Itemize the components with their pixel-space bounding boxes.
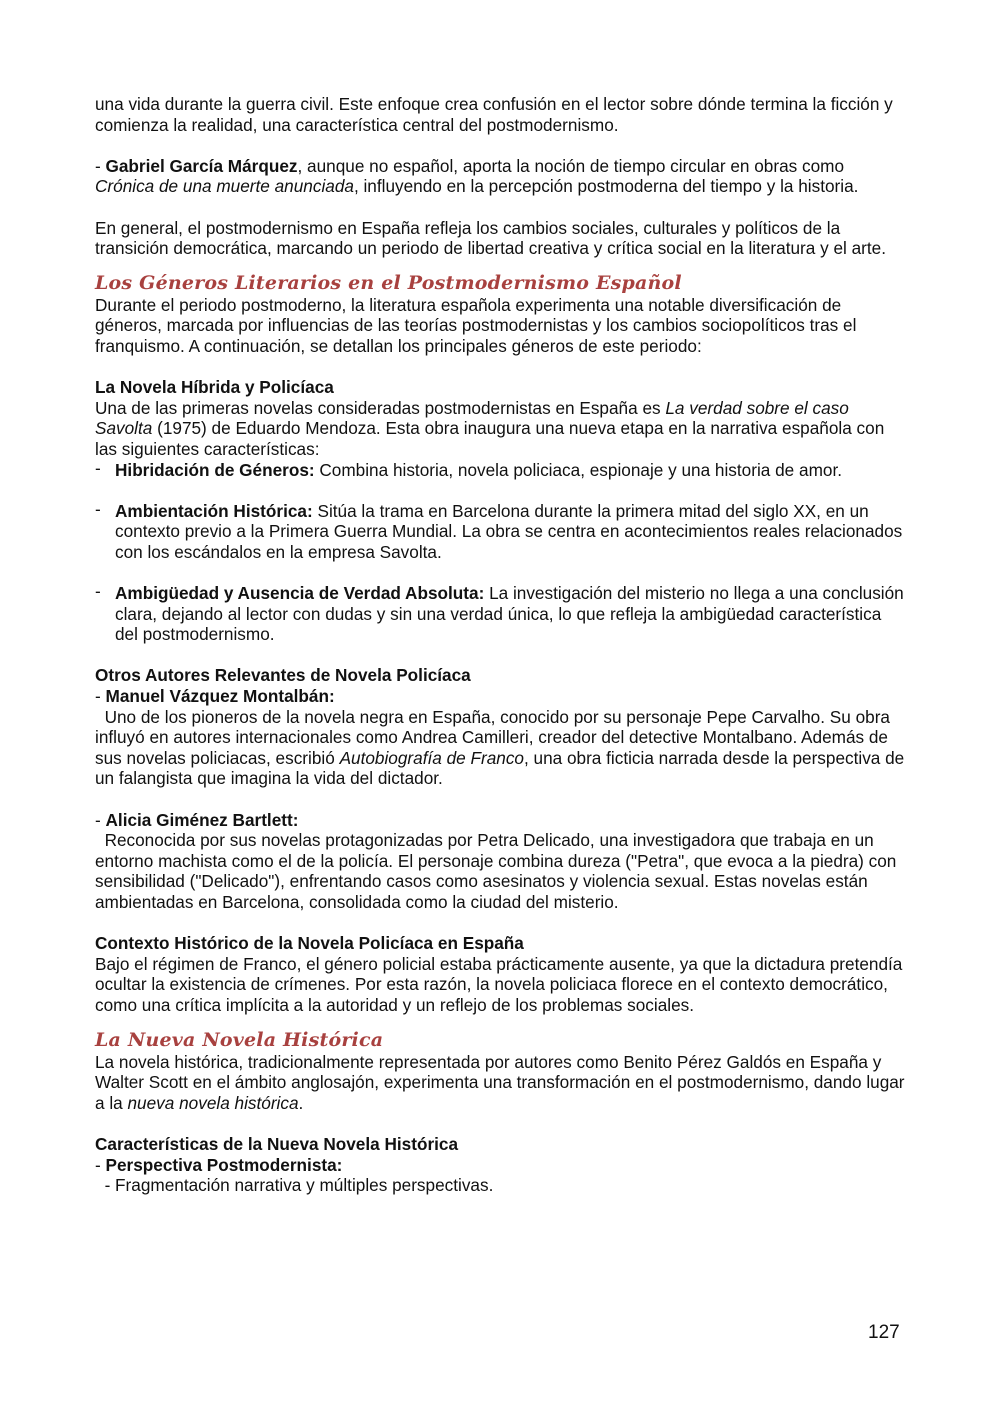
list-item-hibridacion [95,457,907,481]
author-name: Gabriel García Márquez [105,155,298,176]
contexto-paragraph: Bajo el régimen de Franco, el género policial estaba prácticamente ausente, ya que la dictadura pretendía ocultar la existencia de crímenes. Por esta razón, la novela policiaca florece en el contexto democrático, como una crítica implícita a la autoridad y un reflejo de los problemas sociales. [95,953,903,1015]
author-name: Manuel Vázquez Montalbán: [105,686,335,707]
list-item-text: Combina historia, novela policiaca, espionaje y una historia de amor. [314,459,842,480]
paragraph-text: Una de las primeras novelas consideradas postmodernistas en España es [95,397,666,418]
list-item-label: Ambientación Histórica: [115,500,313,521]
list-item-label: Ambigüedad y Ausencia de Verdad Absoluta: [115,583,485,604]
dash-prefix: - [95,155,106,176]
page-number: 127 [868,1322,900,1343]
paragraph-text: La novela histórica, tradicionalmente representada por autores como Benito Pérez Galdós en España y Walter Scott en el ámbito anglosajón, experimenta una transformación en el postmodernismo, dando lugar a la [95,1051,905,1113]
list-item-ambiguedad [95,583,907,645]
list-item-ambientacion [95,498,907,563]
subheading-otros-autores: Otros Autores Relevantes de Novela Policíaca [95,665,471,686]
dash-bullet: - [95,498,101,519]
bartlett-paragraph: Reconocida por sus novelas protagonizadas por Petra Delicado, una investigadora que trabaja en un entorno machista como el de la policía. El personaje combina dureza ("Petra", que evoca a la piedra) con sensibilidad ("Delicado"), enfrentando casos como asesinatos y violencia sexual. Estas novelas están ambientadas en Barcelona, consolidada como la ciudad del misterio. [95,830,902,912]
nueva-novela-paragraph [95,1052,907,1114]
section-heading-generos: Los Géneros Literarios en el Postmodernismo Español [95,271,682,294]
list-item-text: Sitúa la trama en Barcelona durante la primera mitad del siglo XX, en un contexto previo a la Primera Guerra Mundial. La obra se centra en acontecimientos reales relacionados con los escándalos en la empresa Savolta. [115,500,903,562]
term-italic: nueva novela histórica [127,1092,299,1113]
paragraph-text: , una obra ficticia narrada desde la perspectiva de un falangista que imagina la vida del dictador. [95,747,910,789]
montalban-paragraph [95,706,910,789]
author-name: Alicia Giménez Bartlett: [105,809,299,830]
intro-paragraph-1: una vida durante la guerra civil. Este enfoque crea confusión en el lector sobre dónde termina la ficción y comienza la realidad, una característica central del postmodernismo. [95,94,893,135]
list-item-label: Hibridación de Géneros: [115,459,315,480]
book-title: La verdad sobre el caso Savolta [95,397,849,439]
paragraph-text: , aunque no español, aporta la noción de tiempo circular en obras como [297,155,845,176]
intro-paragraph-2 [95,156,907,197]
caracteristica-entry [95,1155,907,1176]
dash-prefix: - [95,1154,106,1175]
section-heading-nueva-novela: La Nueva Novela Histórica [95,1028,384,1051]
paragraph-text: , influyendo en la percepción postmoderna del tiempo y la historia. [353,176,859,197]
author-entry-montalban [95,686,907,707]
dash-bullet: - [95,581,101,602]
paragraph-text: Uno de los pioneros de la novela negra en España, conocido por su personaje Pepe Carvalho. Su obra influyó en autores internacionales como Andrea Camilleri, creador del detective Montalbano. Además de sus novelas policiacas, escribió [95,706,895,768]
novela-hibrida-paragraph [95,398,907,460]
subheading-caracteristicas: Características de la Nueva Novela Histórica [95,1133,459,1154]
caracteristica-subitem: - Fragmentación narrativa y múltiples perspectivas. [95,1175,494,1196]
paragraph-text: . [298,1092,304,1113]
author-entry-bartlett [95,810,907,831]
caracteristica-label: Perspectiva Postmodernista: [105,1154,343,1175]
document-page [95,94,910,1196]
paragraph-text: (1975) de Eduardo Mendoza. Esta obra inaugura una nueva etapa en la narrativa española con las siguientes características: [95,418,885,459]
list-item-text: La investigación del misterio no llega a una conclusión clara, dejando al lector con dudas y sin una verdad única, lo que refleja la ambigüedad característica del postmodernismo. [115,583,904,645]
book-title: Crónica de una muerte anunciada [95,176,354,197]
book-title: Autobiografía de Franco [339,747,524,768]
subheading-contexto-historico: Contexto Histórico de la Novela Policíaca en España [95,933,524,954]
intro-paragraph-3: En general, el postmodernismo en España refleja los cambios sociales, culturales y políticos de la transición democrática, marcando un periodo de libertad creativa y crítica social en la literatura y el arte. [95,217,887,259]
dash-bullet: - [95,457,101,478]
dash-prefix: - [95,686,106,707]
subheading-novela-hibrida: La Novela Híbrida y Policíaca [95,377,334,398]
section-intro-paragraph: Durante el periodo postmoderno, la literatura española experimenta una notable diversificación de géneros, marcada por influencias de las teorías postmodernistas y los cambios sociopolíticos tras el franquismo. A continuación, se detallan los principales géneros de este periodo: [95,294,857,356]
dash-prefix: - [95,809,106,830]
